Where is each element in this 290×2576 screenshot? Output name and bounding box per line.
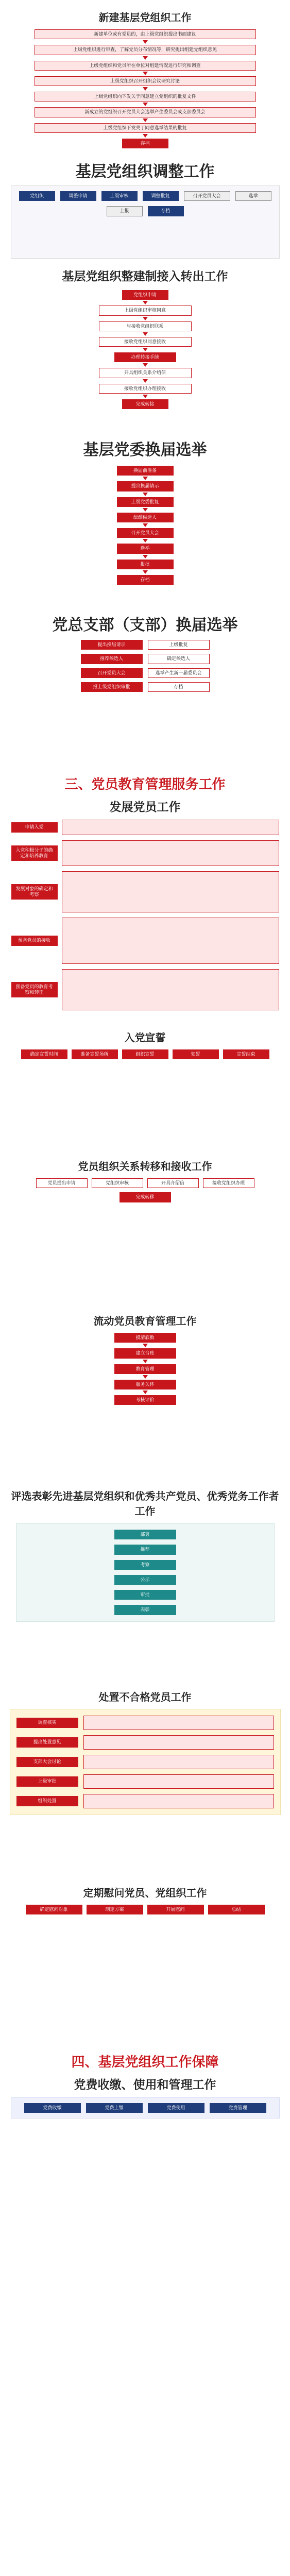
diagram-node: 接收党组织办理接收 [99, 384, 192, 394]
stage-label: 预备党员的接收 [11, 936, 58, 945]
diagram-node: 党费管理 [210, 2103, 266, 2113]
section-unqualified-members [0, 1689, 290, 1885]
arrow-icon [143, 508, 148, 512]
node-detail [83, 1774, 274, 1789]
diagram-node: 确定候选人 [148, 654, 210, 664]
diagram-node: 党组织申请 [122, 290, 168, 300]
diagram-node: 换届前准备 [117, 466, 174, 476]
flow-steps [35, 29, 256, 148]
node-detail [83, 1794, 274, 1808]
flow-step: 新成立的党组织召开党员大会选举产生委员会或支部委员会 [35, 107, 256, 117]
diagram-node: 召开党员大会 [81, 668, 143, 678]
flow-step: 上级党组织召开组织会议研究讨论 [35, 76, 256, 86]
stage-content [62, 918, 279, 964]
diagram-panel [37, 640, 253, 692]
diagram-node: 酝酿候选人 [117, 513, 174, 522]
section-title: 定期慰问党员、党组织工作 [83, 1888, 207, 1899]
diagram-node: 存档 [148, 682, 210, 692]
flow-step: 新建单位或有党员的，由上级党组织提出书面建议 [35, 29, 256, 39]
arrow-icon [143, 493, 148, 496]
diagram-node: 制定方案 [87, 1905, 143, 1914]
diagram-node: 召开党员大会 [117, 528, 174, 538]
section-title: 入党宣誓 [124, 1032, 166, 1044]
stage-content [62, 820, 279, 835]
diagram-node: 调整批复 [143, 191, 179, 201]
diagram-node: 党组织 [19, 191, 55, 201]
arrow-icon [143, 477, 148, 480]
diagram-node: 提出处置意见 [16, 1737, 78, 1747]
section-oath [0, 1029, 290, 1158]
diagram-node: 组织宣誓 [122, 1049, 168, 1059]
arrow-icon [143, 523, 148, 527]
arrow-icon [143, 1375, 148, 1379]
arrow-icon [143, 103, 148, 106]
diagram-node: 考察 [114, 1560, 176, 1570]
stage-label: 入党积极分子的确定和培养教育 [11, 845, 58, 861]
section-branch-election [0, 612, 290, 767]
diagram-panel [16, 1523, 275, 1622]
diagram-node: 召开党员大会 [184, 191, 230, 201]
diagram-node: 摸清底数 [114, 1333, 176, 1343]
diagram-node: 推荐候选人 [81, 654, 143, 664]
stage-label: 申请入党 [11, 822, 58, 832]
arrow-icon [143, 363, 148, 367]
diagram-node: 建立台账 [114, 1348, 176, 1358]
diagram-node: 服务关怀 [114, 1380, 176, 1389]
arrow-icon [143, 1391, 148, 1394]
diagram-panel [42, 290, 248, 409]
diagram-node: 党组织审核 [92, 1178, 143, 1188]
diagram-node: 考核评价 [114, 1395, 176, 1405]
arrow-icon [143, 1344, 148, 1347]
diagram-node: 表彰 [114, 1605, 176, 1615]
diagram-node: 上报 [107, 206, 143, 216]
section-member-transfer [0, 1158, 290, 1313]
flow-step: 上级党组织和党员所在单位对组建情况进行研究和调查 [35, 61, 256, 71]
diagram-node: 支部大会讨论 [16, 1757, 78, 1767]
section-title: 评选表彰先进基层党组织和优秀共产党员、优秀党务工作者工作 [11, 1491, 279, 1517]
diagram-node: 办理转接手续 [114, 352, 176, 362]
arrow-icon [143, 1360, 148, 1363]
diagram-node: 完成转接 [122, 399, 168, 409]
diagram-node: 提出换届请示 [81, 640, 143, 650]
diagram-node: 上级党委批复 [117, 497, 174, 507]
section-title: 发展党员工作 [109, 800, 181, 814]
diagram-panel [11, 1905, 279, 1914]
diagram-node: 总结 [208, 1905, 265, 1914]
diagram-node: 教育管理 [114, 1364, 176, 1374]
diagram-node: 开展慰问 [147, 1905, 204, 1914]
flow-step: 上级党组织进行审查，了解党员分布情况等，研究提出组建党组织意见 [35, 45, 256, 55]
arrow-icon [143, 570, 148, 574]
diagram-node: 提出换届请示 [117, 481, 174, 491]
diagram-node: 接收党组织同意接收 [99, 337, 192, 347]
diagram-node: 开具组织关系介绍信 [99, 368, 192, 378]
arrow-icon [143, 72, 148, 75]
section-new-org [0, 0, 290, 159]
arrow-icon [143, 395, 148, 398]
arrow-icon [143, 56, 148, 60]
node-detail [83, 1716, 274, 1730]
diagram-node: 存档 [148, 206, 184, 216]
arrow-icon [143, 87, 148, 91]
diagram-node: 完成转移 [120, 1192, 171, 1202]
arrow-icon [143, 301, 148, 304]
section-develop-members [0, 798, 290, 1029]
diagram-node: 确定慰问对象 [26, 1905, 82, 1914]
stage-content [62, 840, 279, 866]
diagram-node: 审批 [114, 1590, 176, 1600]
section-title: 基层党委换届选举 [83, 442, 207, 459]
diagram-node: 确定宣誓时间 [21, 1049, 67, 1059]
diagram-node: 选举产生新一届委员会 [148, 668, 210, 678]
stage-content [62, 969, 279, 1010]
diagram-node: 接收党组织办理 [203, 1178, 254, 1188]
diagram-node: 报上级党组织审批 [81, 682, 143, 692]
section-title: 流动党员教育管理工作 [93, 1316, 197, 1327]
diagram-node: 开具介绍信 [147, 1178, 199, 1188]
diagram-node: 上级批复 [148, 640, 210, 650]
section-adjust-org [0, 159, 290, 267]
diagram-node: 党员提出申请 [36, 1178, 88, 1188]
section-title: 党总支部（支部）换届选举 [52, 617, 238, 634]
section-title: 党员组织关系转移和接收工作 [78, 1161, 212, 1173]
flow-step: 上级党组织向下发关于同意建立党组织的批复文件 [35, 92, 256, 101]
diagram-panel [11, 1178, 279, 1202]
section-title: 党费收缴、使用和管理工作 [74, 2078, 216, 2091]
section-mobile-members [0, 1313, 290, 1488]
diagram-node: 选举 [117, 544, 174, 553]
diagram-node: 存档 [117, 575, 174, 585]
diagram-panel [11, 185, 280, 259]
diagram-node: 调查核实 [16, 1718, 78, 1727]
section-committee-election [0, 437, 290, 612]
arrow-icon [143, 539, 148, 543]
diagram-node: 选举 [235, 191, 271, 201]
diagram-node: 公示 [114, 1575, 176, 1585]
diagram-node: 调整申请 [60, 191, 96, 201]
node-detail [83, 1755, 274, 1769]
stage-label: 预备党员的教育考察和转正 [11, 982, 58, 998]
arrow-icon [143, 555, 148, 558]
diagram-node: 党费收缴 [24, 2103, 81, 2113]
diagram-node: 宣誓结束 [223, 1049, 269, 1059]
section-heading: 四、基层党组织工作保障 [71, 2054, 219, 2070]
stage-content [62, 871, 279, 912]
diagram-panel [11, 1049, 279, 1059]
arrow-icon [143, 40, 148, 44]
section-transfer-org [0, 267, 290, 437]
diagram-node: 准备宣誓场所 [72, 1049, 118, 1059]
section-heading: 三、党员教育管理服务工作 [64, 776, 226, 792]
arrow-icon [143, 317, 148, 320]
flow-step-final: 存档 [122, 139, 168, 148]
diagram-panel [10, 1709, 281, 1815]
diagram-node: 领誓 [173, 1049, 219, 1059]
diagram-panel [37, 1333, 253, 1405]
diagram-node: 推荐 [114, 1545, 176, 1554]
stage-label: 发展对象的确定和考察 [11, 884, 58, 900]
diagram-panel [11, 2097, 280, 2119]
diagram-node: 党费使用 [148, 2103, 204, 2113]
arrow-icon [143, 332, 148, 336]
diagram-node: 组织处置 [16, 1796, 78, 1806]
diagram-node: 上级审核 [101, 191, 138, 201]
diagram-node: 党费上缴 [86, 2103, 143, 2113]
section-condolences [0, 1885, 290, 2044]
diagram-node: 与接收党组织联系 [99, 321, 192, 331]
diagram-node: 上级党组织审核同意 [99, 306, 192, 315]
section-title: 基层党组织调整工作 [75, 163, 215, 180]
section-title: 基层党组织整建制接入转出工作 [62, 269, 228, 283]
section-commendation [0, 1488, 290, 1689]
diagram-node: 报批 [117, 560, 174, 569]
arrow-icon [143, 379, 148, 383]
diagram-node: 上级审批 [16, 1776, 78, 1786]
node-detail [83, 1735, 274, 1750]
arrow-icon [143, 134, 148, 138]
arrow-icon [143, 118, 148, 122]
section-title: 处置不合格党员工作 [98, 1692, 192, 1703]
section-title: 新建基层党组织工作 [98, 12, 192, 24]
flow-step: 上级党组织下发关于同意选举结果的批复 [35, 123, 256, 133]
diagram-panel [11, 820, 279, 1010]
diagram-node: 部署 [114, 1530, 176, 1539]
diagram-panel [37, 466, 253, 585]
arrow-icon [143, 348, 148, 351]
section-party-fees [0, 2075, 290, 2158]
